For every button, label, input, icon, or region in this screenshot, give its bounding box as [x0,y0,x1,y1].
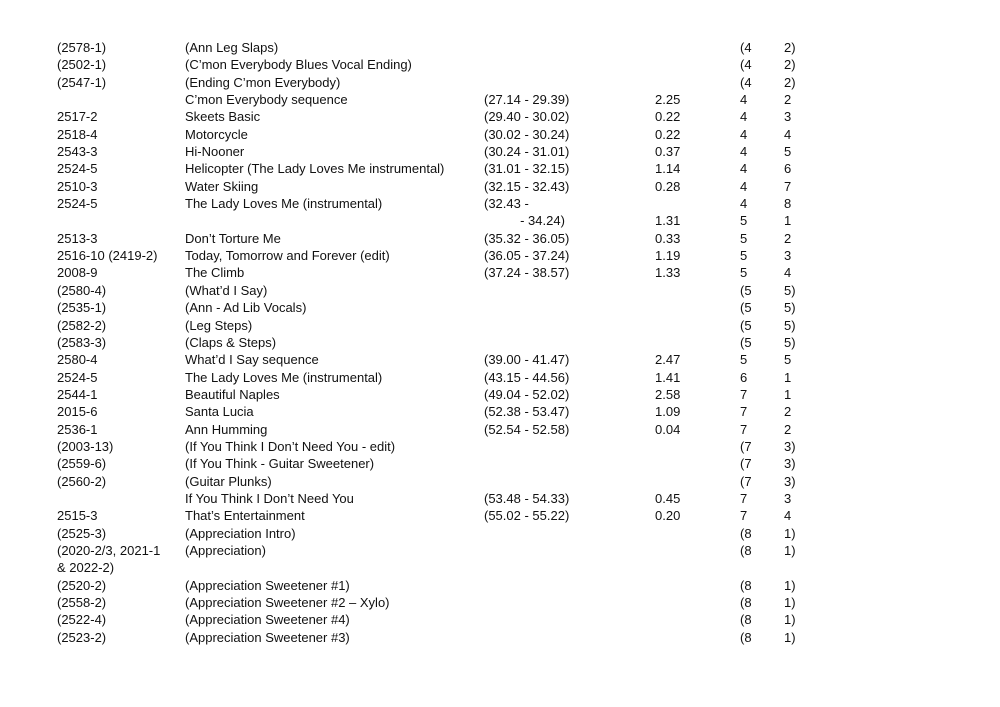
reel-number: (5 [740,282,752,298]
table-row [0,403,1000,420]
cue-title: (Ann Leg Slaps) [185,40,279,55]
cue-title: Beautiful Naples [185,386,280,402]
duration: 2.25 [655,92,681,108]
take-number: 2536-1 [57,421,98,437]
reel-number: (7 [740,473,752,489]
duration: 1.31 [655,213,681,229]
take-number: (2003-13) [57,438,114,454]
reel-number: 4 [740,92,748,108]
part-number: 7 [784,178,792,194]
cue-title: Today, Tomorrow and Forever (edit) [185,248,390,264]
table-row [0,473,1000,490]
reel-number: 5 [740,213,748,229]
table-row [0,212,1000,229]
part-number: 2) [784,57,796,73]
cue-title: Santa Lucia [185,404,254,420]
take-number: (2560-2) [57,473,107,489]
take-number: 2580-4 [57,352,98,368]
duration: 0.37 [655,144,681,160]
cue-title: Don’t Torture Me [185,230,281,246]
reel-number: (8 [740,577,752,593]
reel-number: 5 [740,230,748,246]
timecode-range: (39.00 - 41.47) [484,352,570,368]
cue-title: Skeets Basic [185,109,261,125]
table-row [0,195,1000,212]
part-number: 5 [784,352,792,368]
timecode-range: (32.15 - 32.43) [484,178,570,194]
part-number: 4 [784,508,792,524]
reel-number: 5 [740,265,748,281]
take-number: 2524-5 [57,369,98,385]
reel-number: 4 [740,196,748,212]
take-number: (2582-2) [57,317,107,333]
reel-number: (8 [740,629,752,645]
reel-number: 7 [740,508,748,524]
cue-title: What’d I Say sequence [185,352,319,368]
table-row [0,369,1000,386]
take-number: (2523-2) [57,629,107,645]
duration: 0.22 [655,126,681,142]
cue-title: (Guitar Plunks) [185,473,272,489]
reel-number: 5 [740,352,748,368]
take-number: 2015-6 [57,404,98,420]
cue-title: Hi-Nooner [185,144,245,160]
reel-number: 7 [740,490,748,506]
take-number: (2580-4) [57,282,107,298]
take-number: (2578-1) [57,40,107,55]
take-number: (2547-1) [57,74,107,90]
part-number: 5) [784,334,796,350]
part-number: 2 [784,421,792,437]
table-row [0,299,1000,316]
table-row [0,264,1000,281]
duration: 1.19 [655,248,681,264]
table-row [0,594,1000,611]
part-number: 2) [784,74,796,90]
duration: 1.41 [655,369,681,385]
timecode-range: (32.43 - [484,196,529,212]
table-row [0,438,1000,455]
timecode-range: (27.14 - 29.39) [484,92,570,108]
duration: 0.04 [655,421,681,437]
take-number: (2583-3) [57,334,107,350]
reel-number: (7 [740,456,752,472]
cue-title: (If You Think - Guitar Sweetener) [185,456,375,472]
part-number: 1) [784,525,796,541]
duration: 0.28 [655,178,681,194]
take-number: 2516-10 (2419-2) [57,248,158,264]
part-number: 5 [784,144,792,160]
timecode-range: - 34.24) [484,213,565,229]
part-number: 5) [784,317,796,333]
take-number: 2524-5 [57,196,98,212]
part-number: 1 [784,386,792,402]
take-number: (2020-2/3, 2021-1 [57,542,161,558]
duration: 0.22 [655,109,681,125]
table-row [0,559,1000,576]
reel-number: 5 [740,248,748,264]
reel-number: 6 [740,369,748,385]
take-number: (2535-1) [57,300,107,316]
take-number: (2558-2) [57,595,107,610]
cue-title: Water Skiing [185,178,259,194]
reel-number: (8 [740,612,752,628]
part-number: 2 [784,230,792,246]
take-number: 2513-3 [57,230,98,246]
part-number: 1) [784,577,796,593]
duration: 1.33 [655,265,681,281]
timecode-range: (49.04 - 52.02) [484,386,570,402]
reel-number: 4 [740,126,748,142]
table-row [0,91,1000,108]
part-number: 8 [784,196,792,212]
cue-title: (Appreciation Intro) [185,525,296,541]
timecode-range: (53.48 - 54.33) [484,490,570,506]
take-number: (2559-6) [57,456,107,472]
part-number: 1) [784,595,796,610]
take-number: 2510-3 [57,178,98,194]
table-row [0,282,1000,299]
reel-number: (8 [740,542,752,558]
cue-title: The Lady Loves Me (instrumental) [185,369,383,385]
cue-title: Ann Humming [185,421,268,437]
reel-number: 4 [740,178,748,194]
part-number: 3 [784,248,792,264]
cue-title: If You Think I Don’t Need You [185,490,354,506]
part-number: 1) [784,629,796,645]
table-row [0,317,1000,334]
reel-number: (4 [740,57,752,73]
take-number: (2520-2) [57,577,107,593]
part-number: 2 [784,92,792,108]
part-number: 3) [784,438,796,454]
cue-title: (Appreciation Sweetener #1) [185,577,350,593]
reel-number: 4 [740,144,748,160]
timecode-range: (29.40 - 30.02) [484,109,570,125]
table-row [0,39,1000,56]
table-row [0,507,1000,524]
reel-number: 7 [740,421,748,437]
timecode-range: (36.05 - 37.24) [484,248,570,264]
table-row [0,230,1000,247]
duration: 2.58 [655,386,681,402]
part-number: 5) [784,282,796,298]
table-row [0,143,1000,160]
table-row [0,577,1000,594]
cue-sheet-table [0,39,1000,646]
table-row [0,334,1000,351]
part-number: 4 [784,265,792,281]
take-number: 2008-9 [57,265,98,281]
cue-title: (Claps & Steps) [185,334,277,350]
duration: 0.20 [655,508,681,524]
cue-title: (Appreciation Sweetener #3) [185,629,350,645]
timecode-range: (52.38 - 53.47) [484,404,570,420]
duration: 1.09 [655,404,681,420]
take-number: (2522-4) [57,612,107,628]
take-number: 2544-1 [57,386,98,402]
reel-number: (8 [740,595,752,610]
cue-title: Motorcycle [185,126,248,142]
table-row [0,490,1000,507]
cue-title: That’s Entertainment [185,508,305,524]
part-number: 3) [784,473,796,489]
duration: 0.33 [655,230,681,246]
take-number: 2518-4 [57,126,98,142]
table-row [0,56,1000,73]
reel-number: (4 [740,74,752,90]
table-row [0,108,1000,125]
timecode-range: (31.01 - 32.15) [484,161,570,177]
cue-title: (If You Think I Don’t Need You - edit) [185,438,396,454]
part-number: 4 [784,126,792,142]
table-row [0,629,1000,646]
table-row [0,351,1000,368]
part-number: 1 [784,369,792,385]
cue-title: Helicopter (The Lady Loves Me instrumental) [185,161,445,177]
part-number: 1 [784,213,792,229]
duration: 2.47 [655,352,681,368]
take-number: (2502-1) [57,57,107,73]
take-number: 2517-2 [57,109,98,125]
timecode-range: (30.02 - 30.24) [484,126,570,142]
table-row [0,421,1000,438]
cue-title: The Lady Loves Me (instrumental) [185,196,383,212]
reel-number: (5 [740,317,752,333]
part-number: 1) [784,542,796,558]
reel-number: 4 [740,161,748,177]
cue-title: (Appreciation Sweetener #2 – Xylo) [185,595,390,610]
duration: 0.45 [655,490,681,506]
cue-title: (Ending C’mon Everybody) [185,74,341,90]
reel-number: 7 [740,404,748,420]
part-number: 6 [784,161,792,177]
reel-number: (5 [740,300,752,316]
take-number: & 2022-2) [57,560,115,576]
timecode-range: (52.54 - 52.58) [484,421,570,437]
reel-number: (5 [740,334,752,350]
cue-title: (What’d I Say) [185,282,268,298]
reel-number: 4 [740,109,748,125]
part-number: 3 [784,109,792,125]
reel-number: (4 [740,40,752,55]
take-number: 2524-5 [57,161,98,177]
part-number: 3) [784,456,796,472]
take-number: 2543-3 [57,144,98,160]
reel-number: (8 [740,525,752,541]
table-row [0,542,1000,559]
timecode-range: (43.15 - 44.56) [484,369,570,385]
cue-title: (C’mon Everybody Blues Vocal Ending) [185,57,412,73]
cue-title: (Appreciation Sweetener #4) [185,612,350,628]
cue-title: C’mon Everybody sequence [185,92,348,108]
cue-title: (Leg Steps) [185,317,253,333]
take-number: (2525-3) [57,525,107,541]
table-row [0,247,1000,264]
part-number: 2) [784,40,796,55]
timecode-range: (35.32 - 36.05) [484,230,570,246]
cue-title: The Climb [185,265,245,281]
part-number: 5) [784,300,796,316]
table-row [0,525,1000,542]
table-row [0,178,1000,195]
timecode-range: (30.24 - 31.01) [484,144,570,160]
table-row [0,160,1000,177]
table-row [0,74,1000,91]
cue-title: (Appreciation) [185,542,266,558]
part-number: 1) [784,612,796,628]
reel-number: (7 [740,438,752,454]
duration: 1.14 [655,161,681,177]
table-row [0,126,1000,143]
timecode-range: (55.02 - 55.22) [484,508,570,524]
reel-number: 7 [740,386,748,402]
cue-title: (Ann - Ad Lib Vocals) [185,300,307,316]
timecode-range: (37.24 - 38.57) [484,265,570,281]
take-number: 2515-3 [57,508,98,524]
part-number: 2 [784,404,792,420]
table-row [0,386,1000,403]
part-number: 3 [784,490,792,506]
table-row [0,455,1000,472]
table-row [0,611,1000,628]
